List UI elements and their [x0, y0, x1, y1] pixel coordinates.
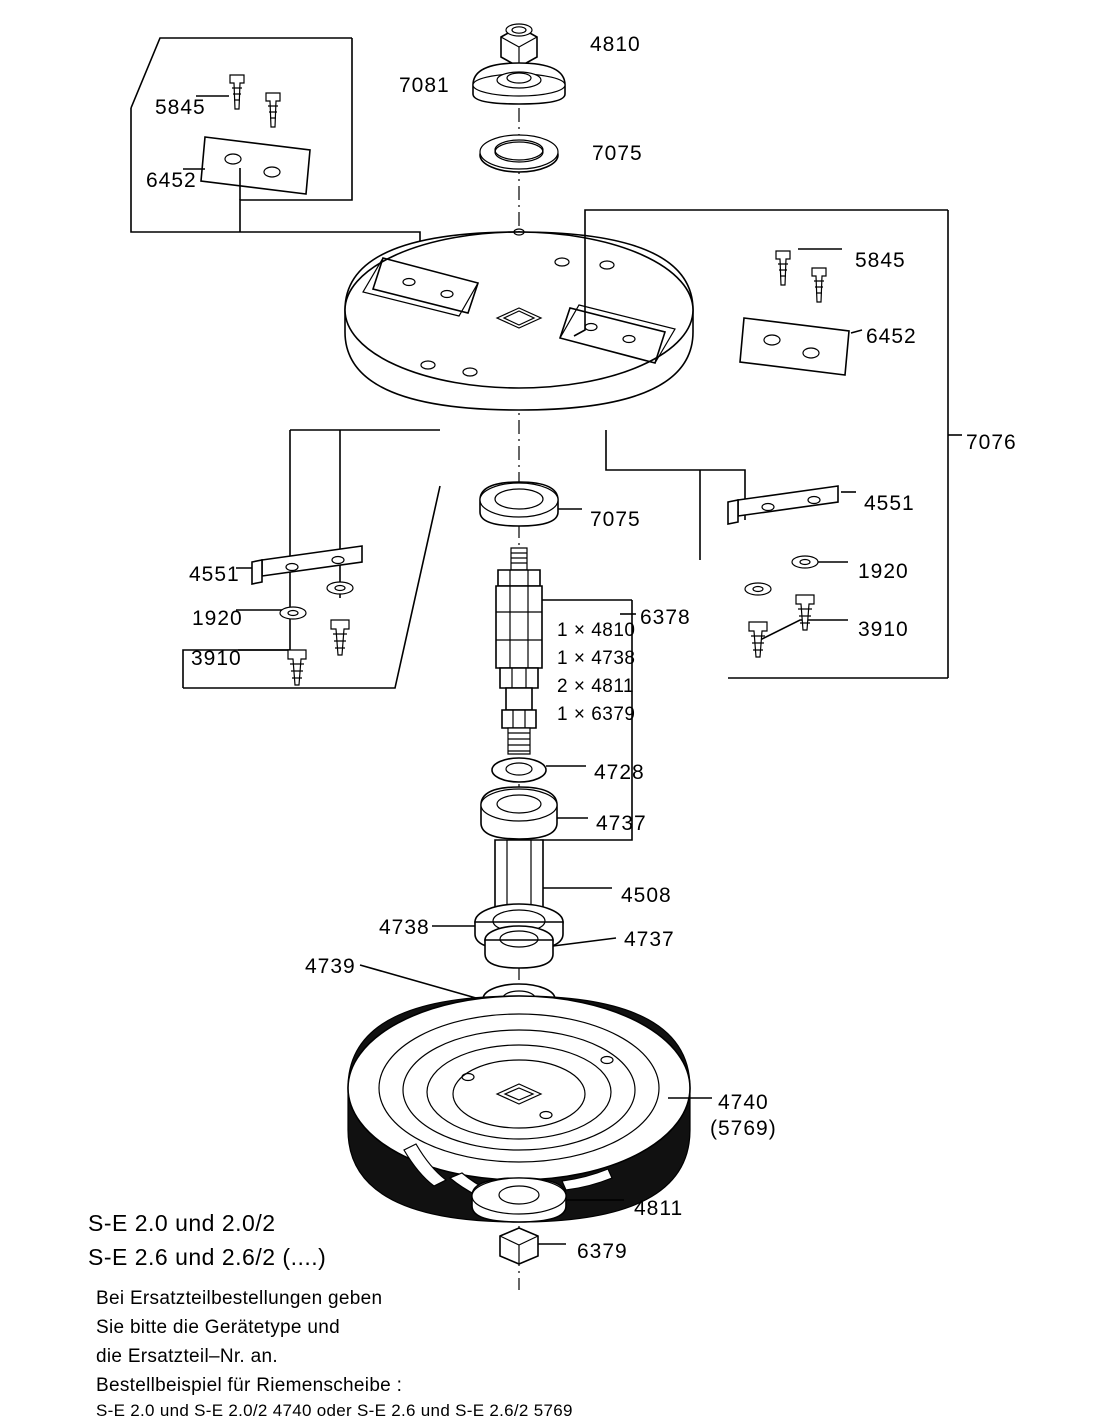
callout-5845-right: 5845 [855, 249, 906, 272]
note-line-4: Bestellbeispiel für Riemenscheibe : [96, 1375, 403, 1396]
callout-6379: 6379 [577, 1240, 628, 1263]
callout-1920-right: 1920 [858, 560, 909, 583]
callout-4738: 4738 [379, 916, 430, 939]
model-line-2: S-E 2.6 und 2.6/2 (....) [88, 1244, 327, 1270]
callout-3910-right: 3910 [858, 618, 909, 641]
callout-5845-left: 5845 [155, 96, 206, 119]
callout-5769: (5769) [710, 1117, 777, 1140]
model-line-1: S-E 2.0 und 2.0/2 [88, 1210, 276, 1236]
callout-6452-right: 6452 [866, 325, 917, 348]
note-order-example: S-E 2.0 und S-E 2.0/2 4740 oder S-E 2.6 und S-E 2.6/2 5769 [96, 1401, 573, 1420]
note-line-3: die Ersatzteil–Nr. an. [96, 1346, 278, 1367]
part-5845-right-screws [776, 251, 826, 302]
part-7075-upper-bearing [480, 135, 558, 172]
part-1920-right-washers [745, 556, 818, 595]
note-line-1: Bei Ersatzteilbestellungen geben [96, 1288, 383, 1309]
part-4737-upper-bearing [481, 787, 588, 839]
callout-1920-left: 1920 [192, 607, 243, 630]
callout-3910-left: 3910 [191, 647, 242, 670]
kit-line-3: 2 × 4811 [557, 676, 635, 697]
part-7076-cutter-deck [345, 229, 693, 410]
callout-4810-top: 4810 [590, 33, 641, 56]
callout-4728: 4728 [594, 761, 645, 784]
callout-6452-left: 6452 [146, 169, 197, 192]
kit-line-1: 1 × 4810 [557, 620, 636, 641]
callout-4551-left: 4551 [189, 563, 240, 586]
part-4810-top-nut [501, 24, 537, 67]
callout-7075-mid: 7075 [590, 508, 641, 531]
kit-line-4: 1 × 6379 [557, 704, 636, 725]
part-3910-left-screws [288, 620, 349, 685]
callout-7081: 7081 [399, 74, 450, 97]
part-4728-washer [492, 758, 586, 782]
part-6452-right-plate [740, 318, 849, 375]
part-6452-left-plate [201, 137, 310, 194]
callout-4508: 4508 [621, 884, 672, 907]
part-4551-left-bracket [252, 546, 362, 584]
callout-7076: 7076 [966, 431, 1017, 454]
part-7081-flange-cap [473, 63, 565, 104]
callout-4811: 4811 [634, 1197, 684, 1220]
callout-4737-lower: 4737 [624, 928, 675, 951]
part-7075-lower-bearing [480, 482, 582, 526]
part-3910-right-screws [749, 595, 814, 657]
part-5845-left-screws [230, 75, 280, 127]
part-1920-left-washers [280, 582, 353, 619]
callout-4739: 4739 [305, 955, 356, 978]
callout-4740: 4740 [718, 1091, 769, 1114]
callout-6378: 6378 [640, 606, 691, 629]
part-6379-nut [500, 1228, 566, 1264]
note-line-2: Sie bitte die Gerätetype und [96, 1317, 340, 1338]
callout-4737-upper: 4737 [596, 812, 647, 835]
kit-line-2: 1 × 4738 [557, 648, 636, 669]
callout-7075-top: 7075 [592, 142, 643, 165]
callout-4551-right: 4551 [864, 492, 915, 515]
